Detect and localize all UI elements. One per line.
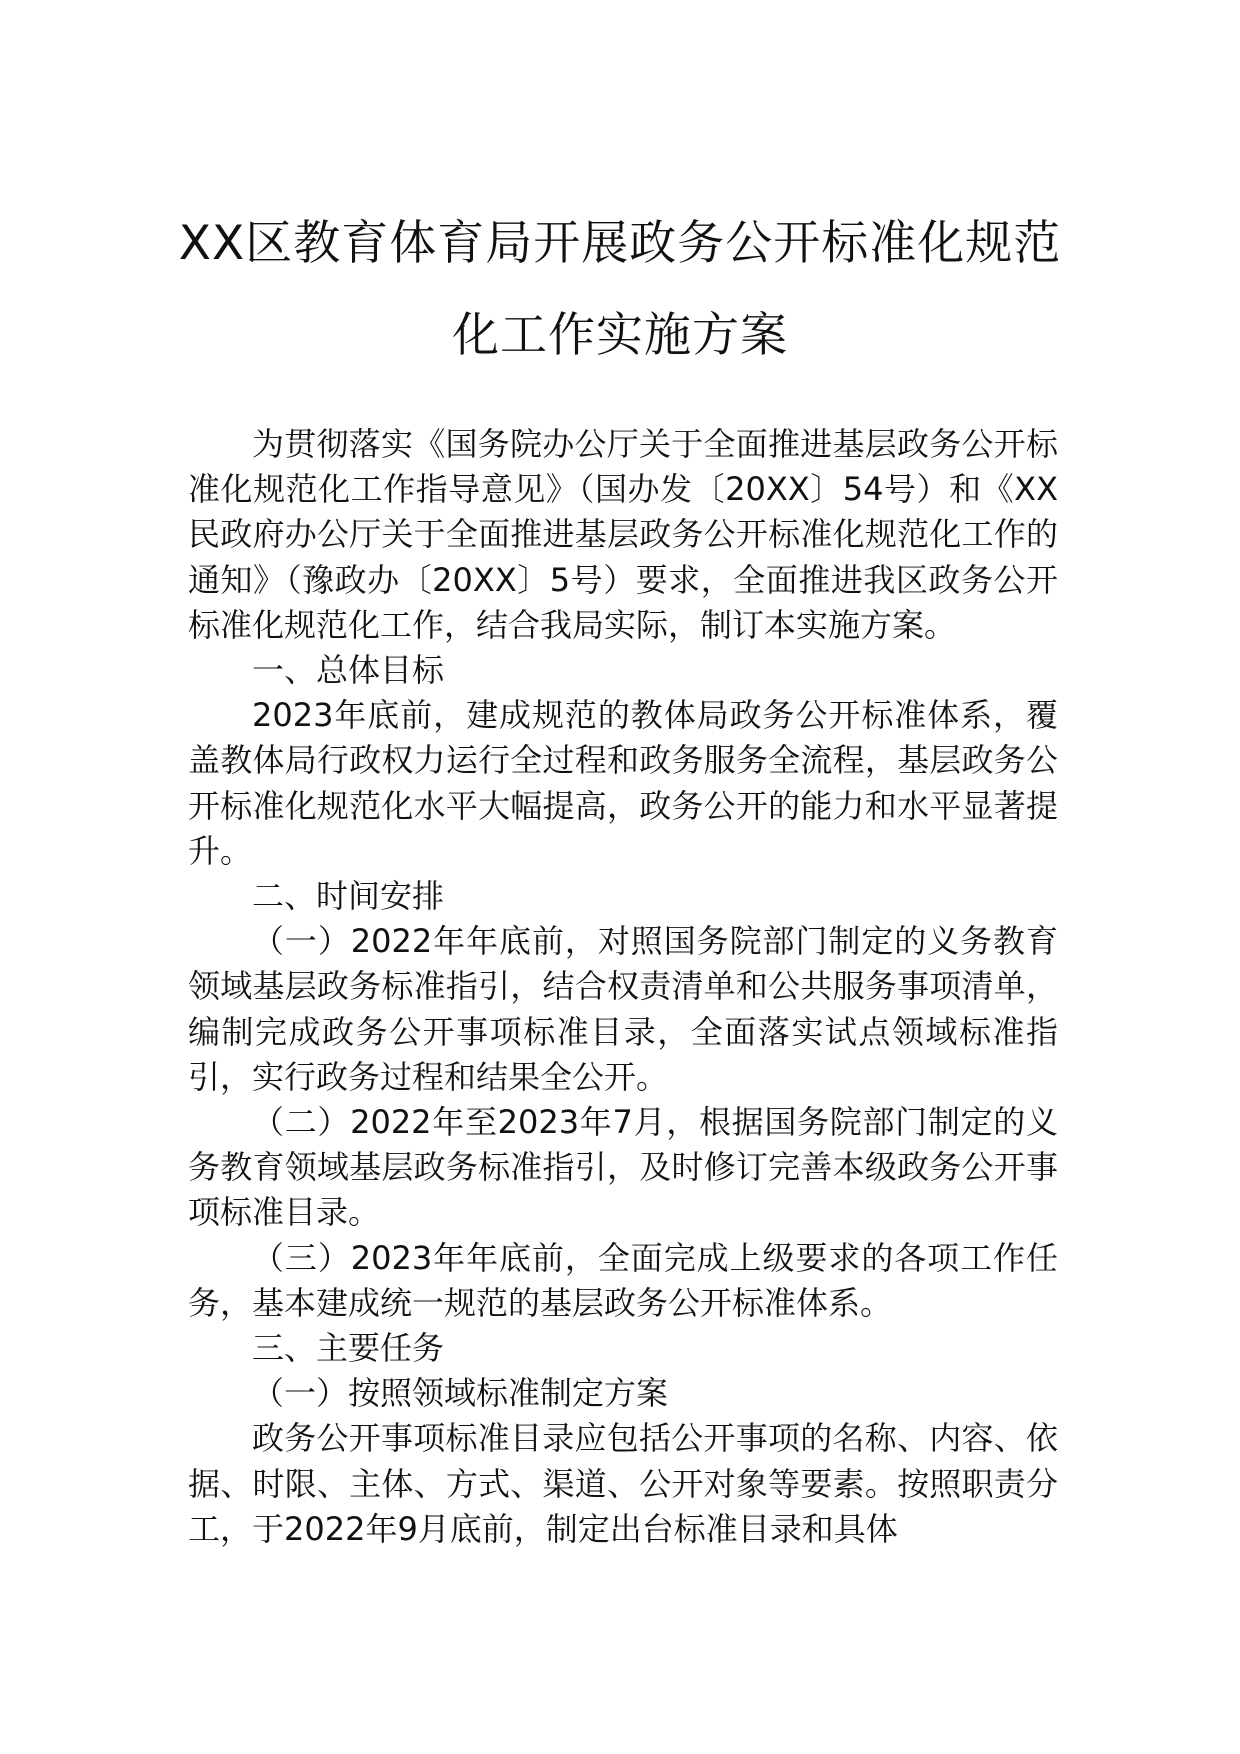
schedule-item-3: （三）2023年年底前，全面完成上级要求的各项工作任务，基本建成统一规范的基层政务公开标准体系。 (188, 1238, 1058, 1322)
section-heading-schedule: 二、时间安排 (252, 877, 445, 916)
task-1-paragraph: 政务公开事项标准目录应包括公开事项的名称、内容、依据、时限、主体、方式、渠道、公开对象等要素。按照职责分工，于2022年9月底前，制定出台标准目录和具体 (188, 1419, 1058, 1548)
section-heading-main-tasks: 三、主要任务 (252, 1329, 445, 1368)
document-body (188, 422, 1058, 1552)
overall-goal-paragraph: 2023年底前，建成规范的教体局政务公开标准体系，覆盖教体局行政权力运行全过程和政务服务全流程，基层政务公开标准化规范化水平大幅提高，政务公开的能力和水平显著提升。 (188, 696, 1058, 870)
subsection-heading-task-1: （一）按照领域标准制定方案 (252, 1374, 669, 1413)
document-title-line-1: XX区教育体育局开展政务公开标准化规范 (178, 216, 1062, 271)
document-title-line-2: 化工作实施方案 (452, 308, 788, 363)
schedule-item-1: （一）2022年年底前，对照国务院部门制定的义务教育领域基层政务标准指引，结合权责清单和公共服务事项清单，编制完成政务公开事项标准目录，全面落实试点领域标准指引，实行政务过程和结果全公开。 (188, 922, 1058, 1096)
intro-paragraph: 为贯彻落实《国务院办公厅关于全面推进基层政务公开标准化规范化工作指导意见》（国办发〔20XX〕54号）和《XX民政府办公厅关于全面推进基层政务公开标准化规范化工作的通知》（豫政办〔20XX〕5号）要求，全面推进我区政务公开标准化规范化工作，结合我局实际，制订本实施方案。 (188, 425, 1058, 644)
schedule-item-2: （二）2022年至2023年7月，根据国务院部门制定的义务教育领域基层政务标准指引，及时修订完善本级政务公开事项标准目录。 (188, 1103, 1058, 1232)
section-heading-overall-goal: 一、总体目标 (252, 651, 445, 690)
